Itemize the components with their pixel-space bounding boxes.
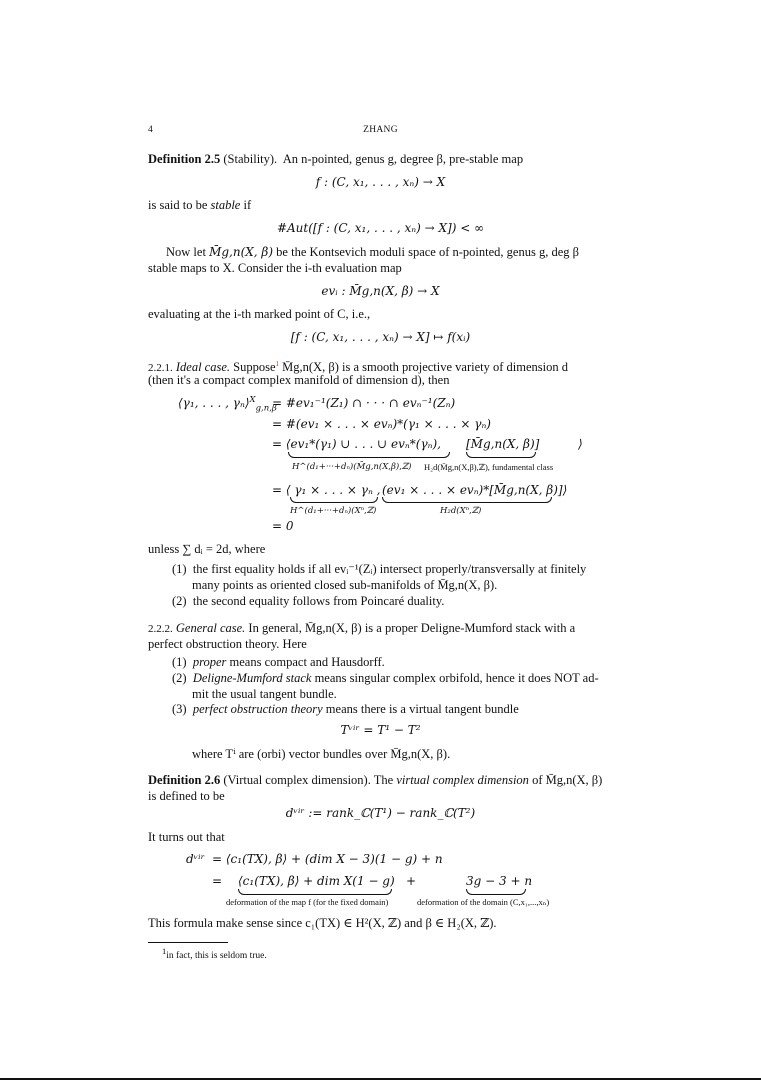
list-item (172, 701, 519, 717)
equation-virtual-dimension: dᵛⁱʳ := rank_ℂ(T¹) − rank_ℂ(T²) (285, 806, 476, 820)
running-title: ZHANG (363, 125, 398, 135)
list-text: the first equality holds if all evᵢ⁻¹(Zᵢ) intersect properly/transversally at finitely (192, 562, 587, 576)
equation-evaluation: [f : (C, x₁, . . . , xₙ) → X] ↦ f(xᵢ) (290, 330, 471, 344)
text: of M̄g,n(X, β) (532, 773, 603, 787)
emphasis: virtual complex dimension (396, 773, 529, 787)
equation-aut: #Aut([f : (C, x₁, . . . , xₙ) → X]) < ∞ (276, 221, 485, 235)
emphasis: stable (210, 198, 241, 212)
footnote-rule (148, 942, 228, 943)
equation-row-3c: ⟩ (578, 437, 583, 451)
stable-sentence (148, 197, 251, 213)
paragraph-line: (then it's a compact complex manifold of dimension d), then (148, 373, 450, 387)
page-number: 4 (148, 125, 154, 135)
underbrace (290, 497, 378, 503)
equation-row-3a: = ⟨ev₁*(γ₁) ∪ . . . ∪ evₙ*(γₙ), (272, 437, 441, 451)
bracket: ⟨γ₁, . . . , γₙ⟩ (178, 396, 250, 410)
paragraph-line (166, 244, 579, 260)
underbrace (382, 497, 552, 503)
definition-2-5 (148, 151, 523, 167)
list-term: proper (192, 655, 227, 669)
equation-evaluation-map: evᵢ : M̄g,n(X, β) → X (321, 284, 440, 298)
list-number: (1) (172, 562, 187, 576)
unless-line: unless ∑ dᵢ = 2d, where (148, 542, 266, 556)
equation-lhs: dᵛⁱʳ (186, 852, 205, 866)
paragraph-line: evaluating at the i-th marked point of C, i.e., (148, 307, 371, 321)
underbrace-label: H₂d(Xⁿ,ℤ) (440, 506, 482, 516)
superscript: X (249, 395, 256, 405)
text: is said to be (148, 198, 208, 212)
list-item-continued: many points as oriented closed sub-manifolds of M̄g,n(X, β). (192, 578, 498, 592)
moduli-space: M̄g,n(X, β) (209, 245, 274, 259)
equation-row-5: = 0 (272, 519, 294, 533)
section-number: 2.2.1. (148, 362, 173, 375)
text: if (243, 198, 252, 212)
equation-row-4b: (ev₁ × . . . × evₙ)*[M̄g,n(X, β)]⟩ (382, 483, 568, 497)
underbrace (288, 452, 450, 458)
equation-row-2: = #(ev₁ × . . . × evₙ)*(γ₁ × . . . × γₙ) (272, 417, 491, 431)
footnote-mark: 1 (162, 945, 167, 956)
paragraph-line: where Tⁱ are (orbi) vector bundles over M̄g,n(X, β). (192, 747, 451, 761)
list-item (172, 654, 385, 670)
equation-row-2-eq: = (212, 874, 223, 888)
paragraph-line: is defined to be (148, 789, 225, 803)
list-text: means singular complex orbifold, hence it does NOT ad- (314, 671, 599, 685)
underbrace-label: H^(d₁+···+dₙ)(M̄g,n(X,β),ℤ) (292, 462, 412, 472)
footnote-text: in fact, this is seldom true. (166, 951, 267, 961)
list-number: (1) (172, 655, 187, 669)
list-text: the second equality follows from Poincaré duality. (192, 594, 445, 608)
equation-row-4a: = ⟨ γ₁ × . . . × γₙ , (272, 483, 381, 497)
list-text: means there is a virtual tangent bundle (325, 702, 519, 716)
equation-row-1: = ⟨c₁(TX), β⟩ + (dim X − 3)(1 − g) + n (212, 852, 443, 866)
text: Suppose (233, 360, 276, 375)
list-term: perfect obstruction theory (192, 702, 323, 716)
text: In general, M̄g,n(X, β) is a proper Deligne-Mumford stack with a (248, 621, 576, 635)
subscript: g,n,β (255, 403, 277, 414)
definition-name: (Virtual complex dimension). (223, 773, 371, 787)
equation-virtual-bundle: Tᵛⁱʳ = T¹ − T² (340, 723, 421, 737)
definition-2-6 (148, 772, 602, 788)
definition-text: An n-pointed, genus g, degree β, pre-stable map (282, 152, 524, 166)
underbrace-label: H^(d₁+···+dₙ)(Xⁿ,ℤ) (290, 506, 377, 516)
underbrace (466, 889, 526, 895)
underbrace (238, 889, 392, 895)
text: Now let (166, 245, 206, 259)
list-number: (2) (172, 594, 187, 608)
equation-row-2a: ⟨c₁(TX), β⟩ + dim X(1 − g) (238, 874, 395, 888)
definition-label: Definition 2.6 (148, 773, 221, 787)
section-2-2-2 (148, 620, 575, 637)
list-item (172, 670, 599, 686)
equation-row-3b: [M̄g,n(X, β)] (466, 437, 540, 451)
list-item (172, 593, 444, 609)
paragraph-line: It turns out that (148, 830, 225, 844)
list-item (172, 561, 586, 577)
paragraph-line: This formula make sense since c₁(TX) ∈ H²(X, ℤ) and β ∈ H₂(X, ℤ). (148, 916, 497, 930)
section-title: Ideal case. (175, 360, 231, 375)
footnote-marker[interactable]: 1 (275, 360, 280, 368)
section-title: General case. (175, 621, 246, 635)
equation-row-2b: 3g − 3 + n (466, 874, 533, 888)
underbrace-label: deformation of the map f (for the fixed domain) (226, 897, 389, 907)
list-term: Deligne-Mumford stack (192, 671, 312, 685)
equation-row-2-plus: + (406, 874, 417, 888)
list-number: (2) (172, 671, 187, 685)
text: be the Kontsevich moduli space of n-pointed, genus g, deg β (276, 245, 579, 259)
definition-name: (Stability). (223, 152, 278, 166)
paragraph-line: perfect obstruction theory. Here (148, 637, 307, 651)
definition-label: Definition 2.5 (148, 152, 221, 166)
text: M̄g,n(X, β) is a smooth projective variety of dimension d (282, 360, 568, 375)
text: The (373, 773, 394, 787)
list-number: (3) (172, 702, 187, 716)
list-item-continued: mit the usual tangent bundle. (192, 687, 337, 701)
underbrace-label: H₂d(M̄g,n(X,β),ℤ), fundamental class (424, 462, 554, 472)
equation-map: f : (C, x₁, . . . , xₙ) → X (315, 175, 446, 189)
list-text: means compact and Hausdorff. (229, 655, 385, 669)
underbrace-label: deformation of the domain (C,x₁,...,xₙ) (417, 897, 550, 907)
section-number: 2.2.2. (148, 623, 173, 635)
underbrace (466, 452, 536, 458)
footnote (162, 945, 267, 964)
gw-invariant-lhs (178, 395, 277, 414)
paragraph-line: stable maps to X. Consider the i-th evaluation map (148, 261, 402, 275)
equation-row-1: = #ev₁⁻¹(Z₁) ∩ · · · ∩ evₙ⁻¹(Zₙ) (272, 396, 456, 410)
